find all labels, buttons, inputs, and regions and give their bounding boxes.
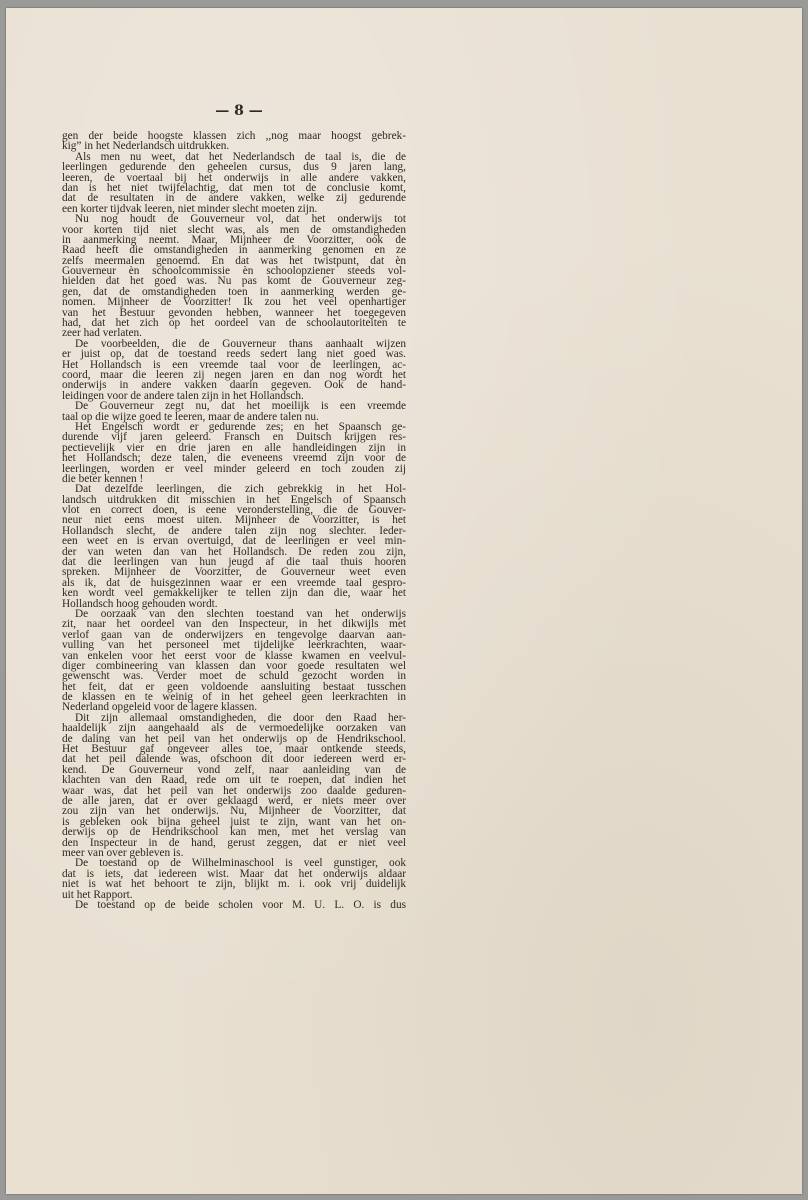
text-line: gen, dat de omstandigheden toen in aanmerking werden ge- (62, 285, 406, 298)
text-line: van enkelen voor het eerst voor de klasse kwamen en veelvul- (62, 649, 406, 662)
text-line: zou zijn van het onderwijs. Nu, Mijnheer de Voorzitter, dat (62, 805, 406, 818)
text-line: het Hollandsch; deze talen, die eveneens vreemd zijn voor de (62, 452, 406, 465)
text-line: vlot en correct doen, is eene veronderstelling, die de Gouver- (62, 504, 406, 517)
text-line: zit, naar het oordeel van den Inspecteur, in het dikwijls met (62, 618, 406, 631)
text-line: die beter kennen ! (62, 472, 144, 485)
text-line: er juist op, dat de toestand reeds sedert lang niet goed was. (62, 348, 406, 361)
body-text (62, 131, 406, 910)
text-line: den Inspecteur in de hand, gerust zeggen, dat er niet veel (62, 836, 406, 849)
text-line: leidingen voor de andere talen zijn in het Hollandsch. (62, 389, 304, 402)
page-number: — 8 — (215, 103, 263, 119)
text-line: De Gouverneur zegt nu, dat het moeilijk is een vreemde (75, 400, 406, 413)
text-line: als ik, dat de huisgezinnen waar er een vreemde taal gespro- (62, 576, 406, 589)
text-line: van het Bestuur gevonden hebben, wanneer het toegegeven (62, 306, 406, 319)
text-line: Nederland opgeleid voor de lagere klassen. (62, 701, 258, 714)
text-line: coord, maar die leeren zij negen jaren en dan nog wordt het (62, 368, 406, 381)
text-line: dat is iets, dat iedereen wist. Maar dat het onderwijs aldaar (62, 867, 406, 880)
text-line: de alle jaren, dat er over geklaagd werd, er niets meer over (62, 795, 406, 807)
text-line: voor korten tijd niet slecht was, als men de omstandigheden (62, 223, 406, 236)
text-line: Hollandsch hoog gehouden wordt. (62, 597, 218, 610)
text-line: Het Engelsch wordt er gedurende zes; en het Spaansch ge- (75, 420, 406, 433)
text-line: de klassen en te weinig of in het geheel geen leerkrachten in (62, 691, 406, 704)
text-line: dan is het niet twijfelachtig, dat men tot de conclusie komt, (62, 181, 406, 194)
text-line: Het Hollandsch is een vreemde taal voor de leerlingen, ac- (62, 358, 406, 371)
text-line: Nu nog houdt de Gouverneur vol, dat het onderwijs tot (75, 213, 406, 226)
text-line: pectievelijk vier en drie jaren en alle handleidingen zijn in (62, 441, 406, 454)
text-line: der van weten dan van het Hollandsch. De reden zou zijn, (62, 545, 406, 558)
text-line: Als men nu weet, dat het Nederlandsch de taal is, die de (75, 150, 406, 163)
text-line: De oorzaak van den slechten toestand van het onderwijs (75, 607, 406, 620)
text-line: Hollandsch slecht, de andere talen zijn nog slechter. Ieder- (62, 524, 406, 537)
text-line: verlof gaan van de onderwijzers en tengevolge daarvan aan- (62, 628, 406, 641)
text-line: Dat dezelfde leerlingen, die zich gebrekkig in het Hol- (75, 483, 406, 496)
text-line: Dit zijn allemaal omstandigheden, die door den Raad her- (75, 711, 406, 724)
text-line: neur niet eens moest uiten. Mijnheer de Voorzitter, is het (62, 514, 406, 527)
text-line: derwijs op de Hendrikschool kan men, met het verslag van (62, 826, 406, 839)
text-line: dat de resultaten in de andere vakken, welke zij gedurende (62, 192, 406, 205)
text-line: durende vijf jaren geleerd. Fransch en Duitsch krijgen res- (62, 431, 406, 444)
text-line: gen der beide hoogste klassen zich ,,nog maar hoogst gebrek- (62, 130, 406, 142)
text-line: zelfs meermalen genoemd. En dat was het twistpunt, dat èn (62, 254, 406, 267)
text-line: niet is wat het behoort te zijn, blijkt m. i. ook vrij duidelijk (62, 878, 406, 891)
text-line: meer van over gebleven is. (62, 846, 184, 859)
text-line: onderwijs in andere vakken daarin gegeven. Ook de hand- (62, 379, 406, 392)
text-line: gewenscht was. Verder moet de schuld gezocht worden in (62, 670, 406, 683)
text-line: kig” in het Nederlandsch uitdrukken. (62, 140, 230, 153)
text-line: had, dat het zich op het oordeel van de schoolautoriteiten te (62, 317, 406, 330)
scanned-page (6, 8, 802, 1194)
text-line: het feit, dat er geen voldoende aansluiting bestaat tusschen (62, 680, 406, 693)
text-line: Raad heeft die omstandigheden in aanmerking genomen en ze (62, 244, 406, 257)
text-line: de daling van het peil van het onderwijs op de Hendrikschool. (62, 732, 406, 745)
text-line: De toestand op de Wilhelminaschool is veel gunstiger, ook (75, 857, 406, 870)
text-line: leerlingen, worden er veel minder geleerd en toch zouden zij (62, 462, 406, 475)
text-line: nomen. Mijnheer de Voorzitter! Ik zou het veel openhartiger (62, 296, 406, 309)
text-line: een weet en is ervan overtuigd, dat de leerlingen er veel min- (62, 535, 406, 548)
text-line: dat het peil dalende was, ofschoon dit door iedereen werd er- (62, 753, 406, 766)
text-line: in aanmerking neemt. Maar, Mijnheer de Voorzitter, ook de (62, 233, 406, 246)
text-line: is gebleken ook bijna geheel juist te zijn, want van het on- (62, 815, 406, 828)
text-line: Het Bestuur gaf ongeveer alles toe, maar ontkende steeds, (62, 743, 406, 756)
text-line: hielden dat het goed was. Nu pas komt de Gouverneur zeg- (62, 275, 406, 288)
text-line: diger combineering van klassen dan voor goede resultaten wel (62, 659, 406, 672)
text-line: Gouverneur èn schoolcommissie èn schoolopziener steeds vol- (62, 265, 406, 278)
text-line: landsch uitdrukken dit misschien in het Engelsch of Spaansch (62, 493, 406, 506)
text-line: dat die leerlingen van hun jeugd af die taal thuis hooren (62, 556, 406, 569)
text-line: klachten van den Raad, rede om uit te roepen, dat indien het (62, 774, 406, 787)
text-line: ken wordt veel gemakkelijker te tellen zijn dan die, waar het (62, 587, 406, 600)
text-line: De voorbeelden, die de Gouverneur thans aanhaalt wijzen (75, 337, 406, 350)
text-line: vulling van het personeel met tijdelijke leerkrachten, waar- (62, 639, 406, 652)
text-line: spreken. Mijnheer de Voorzitter, de Gouverneur weet even (62, 566, 406, 579)
text-line: zeer had verlaten. (62, 327, 142, 340)
text-line: een korter tijdvak leeren, niet minder slecht moeten zijn. (62, 202, 318, 215)
text-line: uit het Rapport. (62, 888, 133, 901)
text-line: kend. De Gouverneur vond zelf, naar aanleiding van de (62, 763, 406, 776)
text-line: haaldelijk zijn aangehaald als de vermoedelijke oorzaken van (62, 722, 406, 735)
text-line: leeren, de voertaal bij het onderwijs in alle andere vakken, (62, 171, 406, 184)
text-line: De toestand op de beide scholen voor M. U. L. O. is dus (75, 898, 406, 911)
text-line: leerlingen gedurende den geheelen cursus, dus 9 jaren lang, (62, 161, 406, 174)
text-line: waar was, dat het peil van het onderwijs zoo daalde geduren- (62, 784, 406, 797)
text-line: taal op die wijze goed te leeren, maar de andere talen nu. (62, 410, 319, 423)
